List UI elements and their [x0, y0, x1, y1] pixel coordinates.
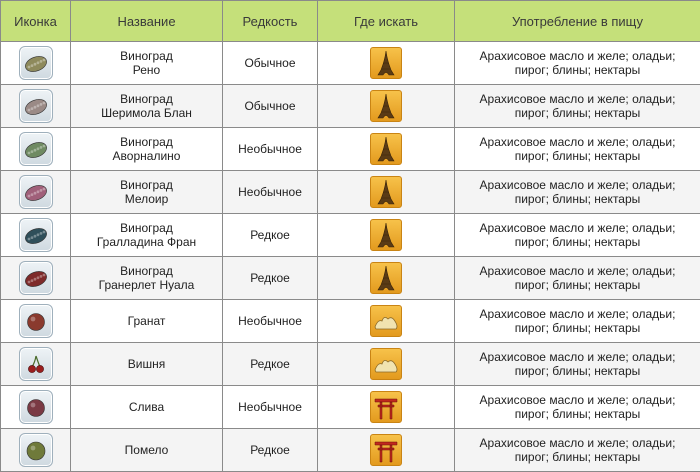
cell-use — [455, 429, 700, 472]
use-line: пирог; блины; нектары — [514, 278, 641, 292]
cell-rarity: Необычное — [223, 128, 318, 171]
use-line: Арахисовое масло и желе; оладьи; — [479, 307, 676, 321]
cell-name — [71, 171, 223, 214]
use-line: Арахисовое масло и желе; оладьи; — [479, 393, 676, 407]
cell-icon — [1, 343, 71, 386]
name-line: Шеримола Блан — [101, 106, 192, 120]
table-row — [1, 300, 700, 343]
table-row — [1, 214, 700, 257]
cell-name — [71, 214, 223, 257]
name-line: Слива — [128, 400, 165, 414]
cell-where — [318, 257, 455, 300]
name-line: Виноград — [120, 135, 173, 149]
cell-icon — [1, 171, 71, 214]
use-line: Арахисовое масло и желе; оладьи; — [479, 135, 676, 149]
cell-use — [455, 300, 700, 343]
table-row — [1, 257, 700, 300]
header-icon: Иконка — [1, 1, 71, 42]
cell-rarity: Необычное — [223, 171, 318, 214]
torii-gate-icon — [370, 391, 402, 423]
cell-rarity: Редкое — [223, 343, 318, 386]
header-use: Употребление в пищу — [455, 1, 700, 42]
ruins-icon — [370, 305, 402, 337]
cell-icon — [1, 85, 71, 128]
grape-icon — [19, 175, 53, 209]
eiffel-tower-icon — [370, 90, 402, 122]
use-line: Арахисовое масло и желе; оладьи; — [479, 49, 676, 63]
use-line: пирог; блины; нектары — [514, 106, 641, 120]
grape-icon — [19, 218, 53, 252]
cell-icon — [1, 214, 71, 257]
pomelo-icon — [19, 433, 53, 467]
table-row — [1, 343, 700, 386]
name-line: Гранерлет Нуала — [98, 278, 195, 292]
cell-name — [71, 429, 223, 472]
table-row — [1, 386, 700, 429]
cell-use — [455, 214, 700, 257]
cell-name — [71, 300, 223, 343]
cell-icon — [1, 386, 71, 429]
table-row — [1, 429, 700, 472]
use-line: Арахисовое масло и желе; оладьи; — [479, 436, 676, 450]
plum-icon — [19, 390, 53, 424]
name-line: Виноград — [120, 92, 173, 106]
cell-name — [71, 386, 223, 429]
use-line: пирог; блины; нектары — [514, 364, 641, 378]
use-line: пирог; блины; нектары — [514, 149, 641, 163]
name-line: Мелоир — [124, 192, 169, 206]
cell-use — [455, 343, 700, 386]
cell-rarity: Необычное — [223, 300, 318, 343]
use-line: Арахисовое масло и желе; оладьи; — [479, 178, 676, 192]
cell-name — [71, 343, 223, 386]
cell-icon — [1, 128, 71, 171]
name-line: Виноград — [120, 264, 173, 278]
name-line: Виноград — [120, 49, 173, 63]
cell-where — [318, 171, 455, 214]
name-line: Помело — [124, 443, 169, 457]
use-line: пирог; блины; нектары — [514, 63, 641, 77]
name-line: Гранат — [127, 314, 166, 328]
cell-icon — [1, 429, 71, 472]
cell-name — [71, 42, 223, 85]
name-line: Вишня — [127, 357, 166, 371]
pomegranate-icon — [19, 304, 53, 338]
use-line: Арахисовое масло и желе; оладьи; — [479, 92, 676, 106]
header-row — [1, 1, 700, 42]
cell-where — [318, 429, 455, 472]
cell-icon — [1, 300, 71, 343]
use-line: Арахисовое масло и желе; оладьи; — [479, 350, 676, 364]
table-row — [1, 128, 700, 171]
cell-where — [318, 300, 455, 343]
cell-rarity: Редкое — [223, 257, 318, 300]
cell-icon — [1, 257, 71, 300]
cherry-icon — [19, 347, 53, 381]
cell-use — [455, 128, 700, 171]
name-line: Виноград — [120, 178, 173, 192]
grape-icon — [19, 89, 53, 123]
ruins-icon — [370, 348, 402, 380]
eiffel-tower-icon — [370, 176, 402, 208]
table-row — [1, 171, 700, 214]
cell-rarity: Обычное — [223, 42, 318, 85]
use-line: пирог; блины; нектары — [514, 407, 641, 421]
cell-where — [318, 128, 455, 171]
header-rarity: Редкость — [223, 1, 318, 42]
eiffel-tower-icon — [370, 262, 402, 294]
cell-rarity: Необычное — [223, 386, 318, 429]
table-row — [1, 42, 700, 85]
use-line: Арахисовое масло и желе; оладьи; — [479, 264, 676, 278]
cell-name — [71, 85, 223, 128]
cell-rarity: Редкое — [223, 214, 318, 257]
cell-use — [455, 42, 700, 85]
cell-use — [455, 171, 700, 214]
name-line: Рено — [132, 63, 161, 77]
table-row — [1, 85, 700, 128]
name-line: Гралладина Фран — [96, 235, 197, 249]
cell-use — [455, 85, 700, 128]
grape-icon — [19, 132, 53, 166]
use-line: пирог; блины; нектары — [514, 235, 641, 249]
cell-icon — [1, 42, 71, 85]
use-line: пирог; блины; нектары — [514, 450, 641, 464]
header-name: Название — [71, 1, 223, 42]
torii-gate-icon — [370, 434, 402, 466]
cell-where — [318, 214, 455, 257]
cell-use — [455, 386, 700, 429]
use-line: пирог; блины; нектары — [514, 192, 641, 206]
cell-rarity: Редкое — [223, 429, 318, 472]
grape-icon — [19, 46, 53, 80]
eiffel-tower-icon — [370, 133, 402, 165]
cell-name — [71, 128, 223, 171]
grape-icon — [19, 261, 53, 295]
cell-name — [71, 257, 223, 300]
cell-where — [318, 42, 455, 85]
name-line: Виноград — [120, 221, 173, 235]
name-line: Аворналино — [112, 149, 181, 163]
use-line: Арахисовое масло и желе; оладьи; — [479, 221, 676, 235]
eiffel-tower-icon — [370, 219, 402, 251]
cell-where — [318, 85, 455, 128]
eiffel-tower-icon — [370, 47, 402, 79]
cell-use — [455, 257, 700, 300]
header-where: Где искать — [318, 1, 455, 42]
cell-where — [318, 343, 455, 386]
cell-where — [318, 386, 455, 429]
use-line: пирог; блины; нектары — [514, 321, 641, 335]
cell-rarity: Обычное — [223, 85, 318, 128]
